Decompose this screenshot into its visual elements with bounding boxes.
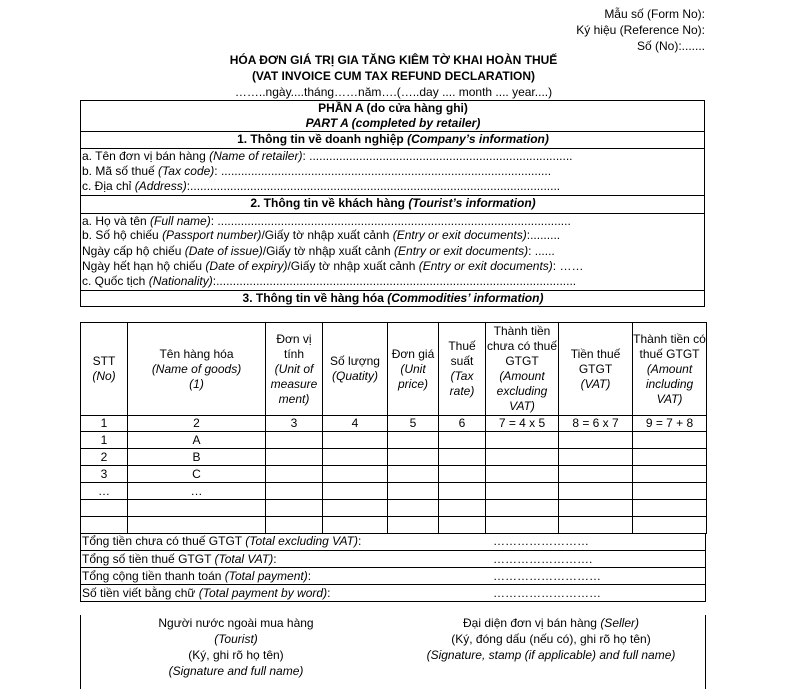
goods-cell: [486, 466, 559, 483]
buyer-signature-block: [121, 615, 351, 679]
part-a-title-en: [81, 116, 704, 131]
goods-header-vi: Đơn giá: [391, 346, 435, 361]
goods-row: [81, 449, 707, 466]
form-number: Mẫu số (Form No):: [604, 7, 705, 21]
goods-cell: [439, 466, 486, 483]
passport-label-en: (Passport number): [162, 228, 262, 242]
tax-code-label: b. Mã số thuế: [82, 164, 159, 178]
goods-cell: 3: [81, 466, 128, 483]
goods-header-en: (Name of goods): [151, 361, 242, 376]
goods-cell: [486, 500, 559, 517]
column-number-cell: 9 = 7 + 8: [633, 416, 707, 432]
goods-cell: [486, 432, 559, 449]
issue-date-line: [81, 244, 704, 259]
part-a-title-en-text: PART A (completed by retailer): [305, 116, 481, 130]
retailer-name-label-en: (Name of retailer): [209, 149, 303, 163]
goods-cell: [486, 483, 559, 500]
expiry-date-label: Ngày hết hạn hộ chiếu: [82, 259, 206, 273]
goods-header-en: (No): [92, 369, 116, 383]
commodities-heading-vi: 3. Thông tin về hàng hóa: [242, 291, 388, 305]
goods-cell: [633, 483, 707, 500]
expiry-entry-label: /Giấy tờ nhập xuất cảnh: [287, 259, 419, 273]
total-words-label-en: (Total payment by word): [198, 586, 328, 600]
seller-signature-block: [401, 615, 701, 663]
issue-entry-label: /Giấy tờ nhập xuất cảnh: [262, 244, 395, 258]
total-payment-label-en: (Total payment): [224, 569, 308, 583]
goods-header-cell: [81, 323, 128, 416]
nationality-line: [81, 274, 704, 290]
goods-header-en: (Unit of measure ment): [270, 361, 318, 406]
goods-row: [81, 432, 707, 449]
goods-cell: [559, 432, 633, 449]
tourist-heading: [81, 195, 704, 213]
total-payment-label: Tổng cộng tiền thanh toán: [82, 569, 225, 583]
goods-cell: [439, 449, 486, 466]
goods-header-cell: [439, 323, 486, 416]
passport-label: b. Số hộ chiếu: [82, 228, 163, 242]
goods-cell: [486, 449, 559, 466]
signature-section: [80, 615, 706, 689]
goods-header-vi: Thành tiền có thuế GTGT: [633, 331, 706, 361]
passport-entry-label: /Giấy tờ nhập xuất cảnh: [261, 228, 393, 242]
totals-section: [80, 533, 706, 602]
goods-cell: [388, 483, 439, 500]
full-name-label-en: (Full name): [150, 214, 211, 228]
goods-cell: [559, 517, 633, 534]
goods-cell: [388, 449, 439, 466]
expiry-date-label-en: (Date of expiry): [205, 259, 288, 273]
commodities-heading-en: (Commodities’ information): [387, 291, 544, 305]
goods-cell: [323, 517, 388, 534]
total-excluding-label: Tổng tiền chưa có thuế GTGT: [82, 534, 246, 548]
address-label: c. Địa chỉ: [82, 179, 135, 193]
serial-number: Số (No):.......: [636, 39, 705, 53]
column-number-cell: 2: [128, 416, 266, 432]
goods-header-vi: Tên hàng hóa: [159, 346, 234, 361]
document-title: [0, 52, 787, 84]
goods-cell: [559, 500, 633, 517]
column-number-cell: 7 = 4 x 5: [486, 416, 559, 432]
goods-cell: [388, 432, 439, 449]
total-excluding-colon: :: [357, 534, 362, 548]
goods-number-row: [81, 416, 707, 432]
total-in-words-row: [81, 584, 705, 601]
goods-cell: [633, 449, 707, 466]
commodities-heading: [81, 290, 704, 306]
goods-cell: [559, 466, 633, 483]
goods-row: [81, 500, 707, 517]
retailer-name-label: a. Tên đơn vị bán hàng: [82, 149, 210, 163]
goods-cell: [266, 500, 323, 517]
expiry-date-line: [81, 259, 704, 274]
goods-table: [80, 322, 707, 534]
nationality-label-en: (Nationality): [148, 274, 213, 288]
full-name-label: a. Họ và tên: [82, 214, 151, 228]
goods-cell: [559, 483, 633, 500]
goods-header-cell: [266, 323, 323, 416]
issue-entry-label-en: (Entry or exit documents): [394, 244, 529, 258]
goods-header-note: (1): [189, 376, 204, 391]
tax-code-label-en: (Tax code): [158, 164, 215, 178]
total-payment-dots: ………………………: [493, 569, 601, 583]
column-number-cell: 3: [266, 416, 323, 432]
goods-header-vi: Thuế suất: [448, 339, 476, 368]
goods-cell: [266, 517, 323, 534]
total-excluding-dots: ……………………: [493, 534, 589, 548]
goods-cell: [81, 500, 128, 517]
goods-header-vi: Tiền thuế GTGT: [570, 346, 621, 376]
nationality-label: c. Quốc tịch: [82, 274, 149, 288]
retailer-name-line: [81, 148, 704, 164]
goods-cell: [559, 449, 633, 466]
column-number-cell: 8 = 6 x 7: [559, 416, 633, 432]
goods-header-cell: [388, 323, 439, 416]
goods-cell: [388, 500, 439, 517]
column-number-cell: 6: [439, 416, 486, 432]
total-payment-colon: :: [307, 569, 312, 583]
goods-header-en: (Tax rate): [449, 369, 475, 398]
column-number-cell: 1: [81, 416, 128, 432]
goods-cell: C: [128, 466, 266, 483]
goods-cell: 2: [81, 449, 128, 466]
goods-cell: A: [128, 432, 266, 449]
goods-cell: [439, 483, 486, 500]
goods-cell: [388, 517, 439, 534]
retailer-name-dots: : ...............................................................................: [302, 149, 573, 163]
total-vat-colon: :: [273, 552, 277, 566]
total-vat-dots: …………………….: [493, 552, 593, 566]
passport-dots: :.........: [526, 228, 561, 242]
total-excluding-label-en: (Total excluding VAT): [245, 534, 358, 548]
goods-cell: [388, 466, 439, 483]
goods-header-en: (Unit price): [397, 361, 428, 391]
goods-header-vi: STT: [92, 354, 116, 368]
total-words-label: Số tiền viết bằng chữ: [82, 586, 199, 600]
company-heading-en: (Company’s information): [407, 132, 549, 146]
total-payment-row: [81, 567, 705, 584]
goods-cell: [439, 500, 486, 517]
address-dots: :...............................................................................................................: [186, 179, 561, 193]
goods-cell: [486, 517, 559, 534]
issue-date-dots: : ......: [528, 244, 555, 258]
part-a-title-vi: PHẦN A (do cửa hàng ghi): [318, 101, 468, 115]
goods-cell: [323, 500, 388, 517]
goods-header-en: (VAT): [580, 376, 611, 391]
form-header: [576, 6, 705, 54]
buyer-note-en: (Signature and full name): [168, 664, 304, 678]
nationality-dots: :............................................................................................................: [212, 274, 577, 288]
goods-cell: [128, 517, 266, 534]
column-number-cell: 5: [388, 416, 439, 432]
passport-entry-label-en: (Entry or exit documents): [392, 228, 527, 242]
goods-cell: [323, 432, 388, 449]
goods-cell: [266, 483, 323, 500]
title-english: (VAT INVOICE CUM TAX REFUND DECLARATION): [251, 69, 536, 83]
goods-cell: 1: [81, 432, 128, 449]
buyer-title-en: (Tourist): [214, 632, 258, 646]
total-excluding-vat-row: [81, 533, 705, 550]
seller-title-en: (Seller): [600, 616, 639, 630]
goods-cell: [323, 466, 388, 483]
total-vat-label: Tổng số tiền thuế GTGT: [82, 552, 215, 566]
reference-number: Ký hiệu (Reference No):: [576, 23, 705, 37]
part-a-section: [80, 100, 705, 307]
goods-header-vi: Số lượng: [330, 354, 380, 368]
issue-date-label: Ngày cấp hộ chiếu: [82, 244, 185, 258]
total-words-dots: ………………………: [493, 586, 601, 600]
goods-cell: [266, 432, 323, 449]
goods-header-vi: Thành tiền chưa có thuế GTGT: [486, 324, 558, 368]
passport-line: [81, 228, 704, 244]
tax-code-dots: : ...................................................................................................: [214, 164, 552, 178]
seller-title-vi: Đại diện đơn vị bán hàng: [463, 616, 601, 630]
goods-cell: [128, 500, 266, 517]
goods-cell: [633, 500, 707, 517]
goods-cell: [323, 449, 388, 466]
goods-cell: [633, 466, 707, 483]
date-line: ……..ngày....tháng……năm….(…..day .... month .... year....): [234, 85, 553, 99]
goods-header-cell: [559, 323, 633, 416]
full-name-dots: : ..........................................................................................................: [210, 214, 571, 228]
tourist-heading-vi: 2. Thông tin về khách hàng: [250, 196, 409, 210]
goods-cell: [81, 517, 128, 534]
address-label-en: (Address): [134, 179, 187, 193]
goods-header-cell: [128, 323, 266, 416]
goods-cell: [439, 432, 486, 449]
goods-cell: B: [128, 449, 266, 466]
total-vat-row: [81, 550, 705, 567]
expiry-date-dots: : ……: [552, 259, 584, 273]
goods-cell: [439, 517, 486, 534]
goods-cell: [266, 466, 323, 483]
goods-body: [81, 432, 707, 534]
column-number-cell: 4: [323, 416, 388, 432]
company-heading: [81, 131, 704, 148]
goods-cell: [633, 517, 707, 534]
tax-code-line: [81, 164, 704, 179]
company-heading-vi: 1. Thông tin về doanh nghiệp: [237, 132, 408, 146]
goods-header-cell: [323, 323, 388, 416]
goods-header-en: (Amount excluding VAT): [496, 369, 548, 413]
title-vietnamese: HÓA ĐƠN GIÁ TRỊ GIA TĂNG KIÊM TỜ KHAI HOÀN THUẾ: [229, 53, 558, 67]
goods-header-en: (Quatity): [331, 369, 378, 383]
goods-header-cell: [486, 323, 559, 416]
goods-cell: [266, 449, 323, 466]
total-vat-label-en: (Total VAT): [214, 552, 274, 566]
issue-date-label-en: (Date of issue): [184, 244, 263, 258]
buyer-note: (Ký, ghi rõ họ tên): [188, 648, 284, 662]
goods-row: [81, 517, 707, 534]
seller-note: (Ký, đóng dấu (nếu có), ghi rõ họ tên): [451, 632, 651, 646]
full-name-line: [81, 213, 704, 228]
goods-row: [81, 483, 707, 500]
goods-cell: [323, 483, 388, 500]
tourist-heading-en: (Tourist’s information): [408, 196, 536, 210]
total-words-colon: :: [327, 586, 331, 600]
goods-header-cell: [633, 323, 707, 416]
goods-header-row: [81, 323, 707, 416]
goods-header-en: (Amount including VAT): [645, 361, 694, 406]
expiry-entry-label-en: (Entry or exit documents): [418, 259, 553, 273]
goods-row: [81, 466, 707, 483]
buyer-title: Người nước ngoài mua hàng: [158, 616, 314, 630]
seller-title: [401, 615, 701, 631]
seller-note-en: (Signature, stamp (if applicable) and full name): [426, 648, 676, 662]
address-line: [81, 179, 704, 195]
goods-cell: …: [81, 483, 128, 500]
goods-cell: [633, 432, 707, 449]
goods-header-vi: Đơn vị tính: [276, 331, 312, 361]
goods-cell: …: [128, 483, 266, 500]
